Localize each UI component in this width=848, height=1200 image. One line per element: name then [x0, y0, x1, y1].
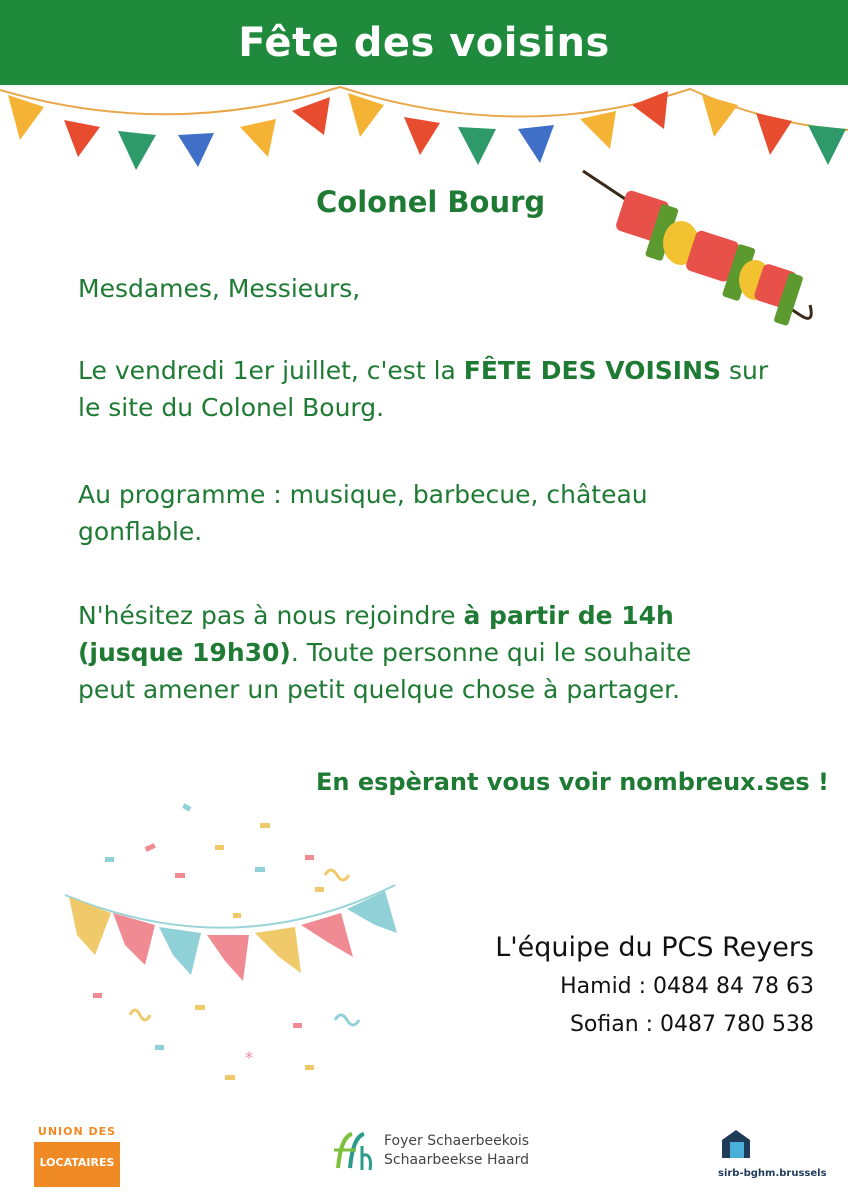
program-paragraph: Au programme : musique, barbecue, château gonflable. — [78, 480, 648, 546]
contact-hamid: Hamid : 0484 84 78 63 — [560, 974, 814, 999]
date-paragraph — [78, 352, 778, 426]
foyer-line1: Foyer Schaerbeekois — [384, 1133, 530, 1149]
union-logo-line1: UNION DES — [37, 1125, 117, 1138]
sirb-logo — [718, 1128, 827, 1179]
union-logo-line2: LOCATAIRES — [34, 1142, 120, 1187]
foyer-line2: Schaarbeekse Haard — [384, 1152, 530, 1168]
join-rest: . Toute personne qui le souhaite peut amener un petit quelque chose à partager. — [78, 638, 692, 704]
foyer-schaerbeekois-logo — [330, 1128, 529, 1174]
greeting-text: Mesdames, Messieurs, — [78, 274, 361, 303]
event-name: FÊTE DES VOISINS — [463, 356, 722, 385]
svg-text:*: * — [245, 1048, 253, 1067]
page-title: Fête des voisins — [238, 19, 610, 66]
title-banner — [0, 0, 848, 85]
site-name-heading: Colonel Bourg — [316, 185, 546, 219]
date-rest: sur le site du Colonel Bourg. — [78, 356, 769, 422]
event-time: à partir de 14h (jusque 19h30) — [78, 601, 674, 667]
sirb-house-icon — [718, 1128, 754, 1162]
kebab-skewer-icon — [575, 165, 820, 345]
confetti-bunting-icon — [55, 785, 415, 1105]
time-paragraph — [78, 597, 748, 708]
team-title: L'équipe du PCS Reyers — [495, 932, 814, 963]
date-intro: Le vendredi 1er juillet, c'est la — [78, 356, 464, 385]
contact-sofian: Sofian : 0487 780 538 — [569, 1012, 814, 1037]
join-intro: N'hésitez pas à nous rejoindre — [78, 601, 464, 630]
closing-text: En espèrant vous voir nombreux.ses ! — [316, 768, 829, 796]
team-signature — [495, 928, 814, 1044]
sirb-logo-text: sirb-bghm.brussels — [718, 1168, 827, 1179]
foyer-fsh-icon — [330, 1128, 374, 1174]
union-locataires-logo — [34, 1125, 120, 1187]
